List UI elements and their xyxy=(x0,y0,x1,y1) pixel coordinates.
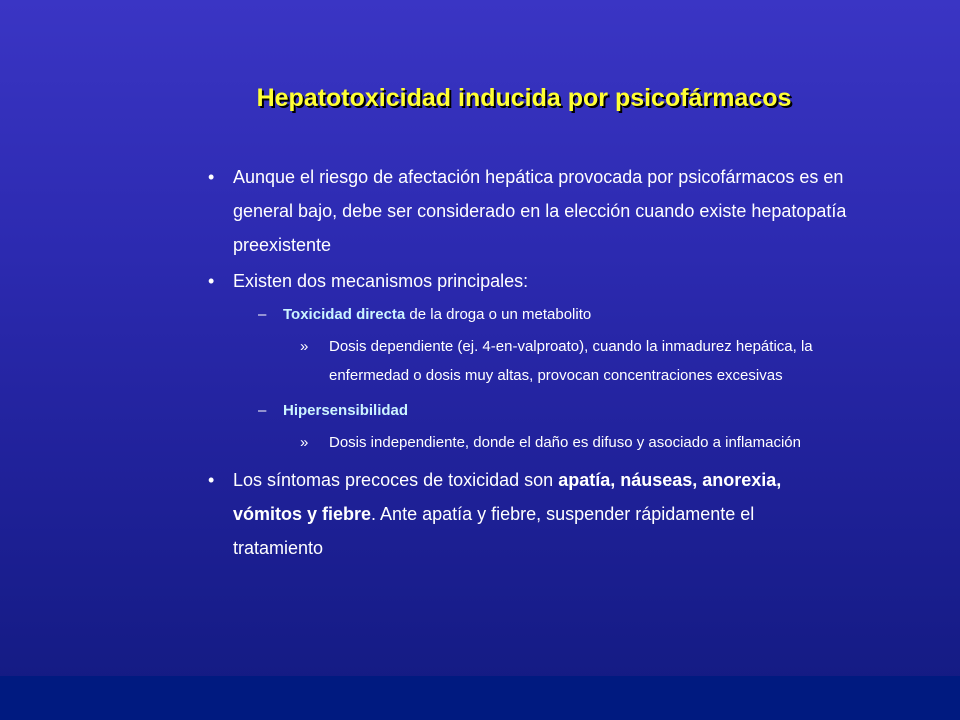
hypersensitivity-label: Hipersensibilidad xyxy=(283,402,409,419)
bullet-mechanisms-text: Existen dos mecanismos principales: xyxy=(233,271,529,291)
bullet-risk-text: Aunque el riesgo de afectación hepática provocada por psicofármacos es en general bajo, debe ser considerado en la elección cuando existe hepatopatía preexistente xyxy=(233,167,847,255)
bottom-band xyxy=(0,676,960,720)
symptoms-prefix: Los síntomas precoces de toxicidad son xyxy=(233,470,559,490)
bullet-dot-icon: • xyxy=(208,470,215,490)
detail-dose-independent xyxy=(300,428,848,457)
slide-body xyxy=(208,160,848,567)
sub-bullet-hypersensitivity xyxy=(258,396,848,426)
direct-toxicity-text: de la droga o un metabolito xyxy=(405,306,592,323)
bullet-risk xyxy=(208,160,848,262)
dash-icon: – xyxy=(258,306,267,323)
dose-independent-text: Dosis independiente, donde el daño es difuso y asociado a inflamación xyxy=(329,434,801,451)
dose-dependent-text: Dosis dependiente (ej. 4-en-valproato), cuando la inmadurez hepática, la enfermedad o dosis muy altas, provocan concentraciones excesivas xyxy=(329,338,813,384)
chevron-right-icon: » xyxy=(300,434,309,451)
direct-toxicity-label: Toxicidad directa xyxy=(283,306,406,323)
sub-bullet-direct-toxicity xyxy=(258,300,848,330)
symptoms-list: apatía, náuseas, anorexia, vómitos y fiebre xyxy=(233,470,782,524)
detail-dose-dependent xyxy=(300,332,848,390)
dash-icon: – xyxy=(258,402,267,419)
bullet-symptoms xyxy=(208,463,848,565)
slide-title: Hepatotoxicidad inducida por psicofármacos xyxy=(256,84,792,112)
bullet-mechanisms xyxy=(208,264,848,298)
bullet-dot-icon: • xyxy=(208,271,215,291)
symptoms-suffix: . Ante apatía y fiebre, suspender rápidamente el tratamiento xyxy=(233,504,755,558)
chevron-right-icon: » xyxy=(300,338,309,355)
bullet-dot-icon: • xyxy=(208,167,215,187)
